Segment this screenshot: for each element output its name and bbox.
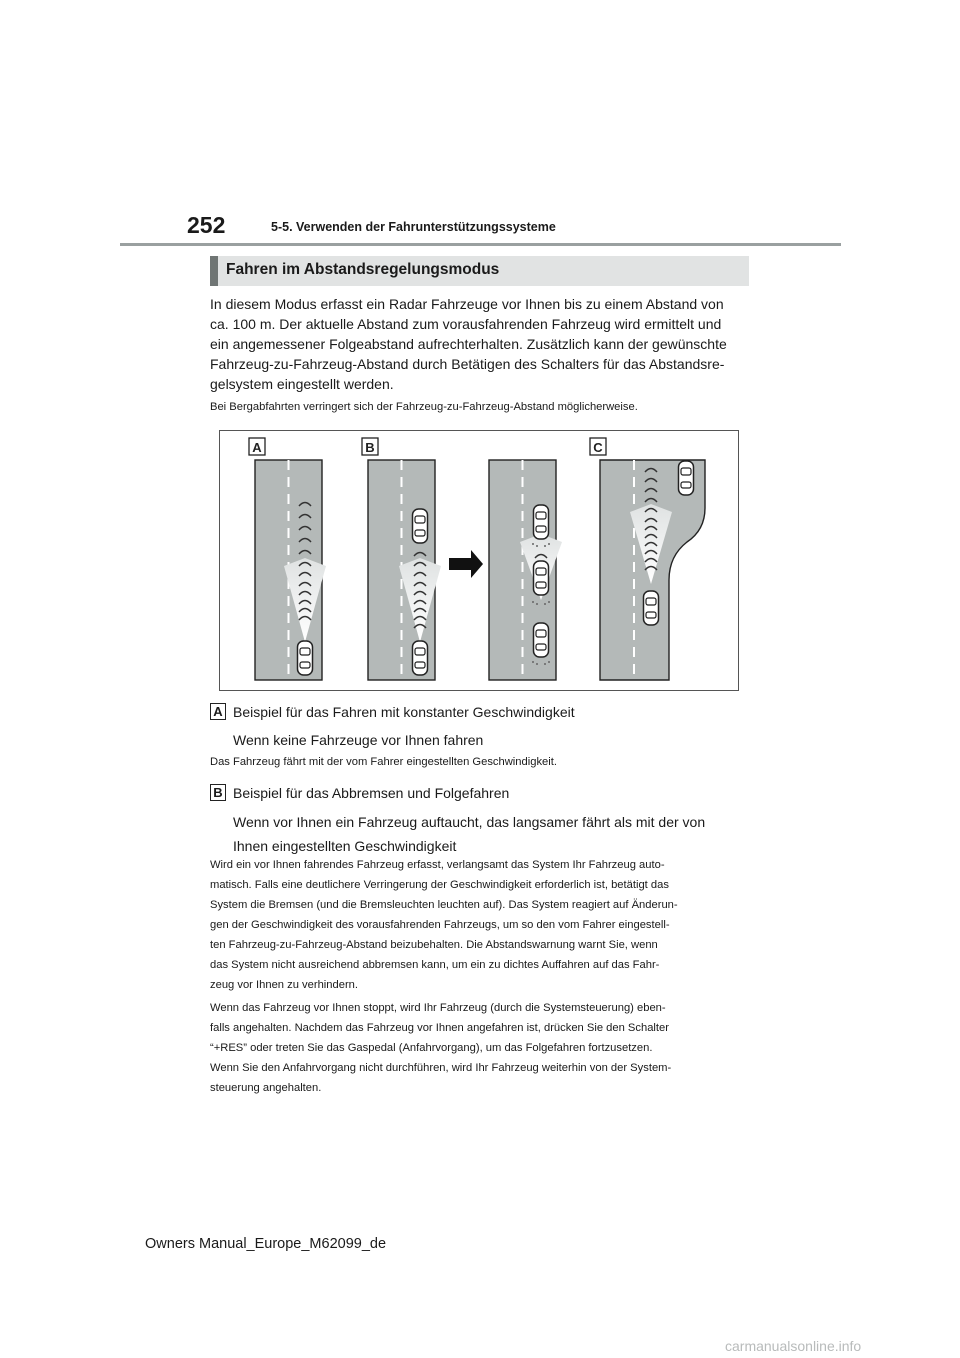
own-car-b2	[534, 561, 549, 595]
para2-line-4: Wenn Sie den Anfahrvorgang nicht durchführen, wird Ihr Fahrzeug weiterhin von der System-	[210, 1062, 672, 1074]
svg-text:C: C	[593, 440, 603, 455]
para2-line-1: Wenn das Fahrzeug vor Ihnen stoppt, wird Ihr Fahrzeug (durch die Systemsteuerung) eben-	[210, 1002, 666, 1014]
section-a-title: Beispiel für das Fahren mit konstanter Geschwindigkeit	[233, 704, 575, 720]
road-b-following	[489, 460, 562, 680]
header-rule	[120, 243, 841, 246]
para1-line-3: System die Bremsen (und die Bremsleuchten leuchten auf). Das System reagiert auf Änderun-	[210, 899, 678, 911]
lead-car-b2	[534, 505, 549, 539]
road-a	[255, 460, 326, 680]
adaptive-cruise-figure	[219, 430, 739, 691]
para1-line-1: Wird ein vor Ihnen fahrendes Fahrzeug erfasst, verlangsamt das System Ihr Fahrzeug auto-	[210, 859, 665, 871]
note-text: Bei Bergabfahrten verringert sich der Fahrzeug-zu-Fahrzeug-Abstand möglicherweise.	[210, 401, 638, 413]
intro-line-2: ca. 100 m. Der aktuelle Abstand zum vorausfahrenden Fahrzeug wird ermittelt und	[210, 316, 722, 332]
para1-line-5: ten Fahrzeug-zu-Fahrzeug-Abstand beizubehalten. Die Abstandswarnung warnt Sie, wenn	[210, 939, 658, 951]
section-header: 5-5. Verwenden der Fahrunterstützungssysteme	[271, 220, 556, 234]
lead-car-b	[413, 509, 428, 543]
section-b-tag: B	[210, 784, 226, 801]
intro-line-5: gelsystem eingestellt werden.	[210, 376, 394, 392]
intro-line-3: ein angemessener Folgeabstand aufrechterhalten. Zusätzlich kann der gewünschte	[210, 336, 727, 352]
watermark[interactable]: carmanualsonline.info	[725, 1338, 862, 1354]
page-number: 252	[187, 212, 226, 238]
para1-line-2: matisch. Falls eine deutlichere Verringerung der Geschwindigkeit erforderlich ist, betätigt das	[210, 879, 669, 891]
footer-text: Owners Manual_Europe_M62099_de	[145, 1236, 387, 1252]
following-car-b2	[534, 623, 549, 657]
section-a-subtitle: Wenn keine Fahrzeuge vor Ihnen fahren	[233, 732, 484, 748]
section-a-tag: A	[210, 703, 226, 720]
own-car-b	[413, 641, 428, 675]
section-b-subtitle-2: Ihnen eingestellten Geschwindigkeit	[233, 838, 457, 854]
figure-label-b	[362, 438, 378, 455]
exiting-car-c	[679, 461, 694, 495]
own-car-c	[644, 591, 659, 625]
para1-line-7: zeug vor Ihnen zu verhindern.	[210, 979, 359, 991]
figure-label-a	[249, 438, 265, 455]
own-car-a	[298, 641, 313, 675]
figure-label-c	[590, 438, 606, 455]
para2-line-5: steuerung angehalten.	[210, 1082, 322, 1094]
intro-line-4: Fahrzeug-zu-Fahrzeug-Abstand durch Betätigen des Schalters für das Abstandsre-	[210, 356, 725, 372]
para1-line-6: das System nicht ausreichend abbremsen kann, um ein zu dichtes Auffahren auf das Fahr-	[210, 959, 660, 971]
svg-text:A: A	[252, 440, 262, 455]
section-a-text: Das Fahrzeug fährt mit der vom Fahrer eingestellten Geschwindigkeit.	[210, 756, 557, 768]
intro-line-1: In diesem Modus erfasst ein Radar Fahrzeuge vor Ihnen bis zu einem Abstand von	[210, 296, 724, 312]
para1-line-4: gen der Geschwindigkeit des vorausfahrenden Fahrzeugs, um so den vom Fahrer eingestell-	[210, 919, 670, 931]
heading-box	[210, 256, 749, 286]
para2-line-2: falls angehalten. Nachdem das Fahrzeug vor Ihnen angefahren ist, drücken Sie den Schalter	[210, 1022, 669, 1034]
para2-line-3: “+RES” oder treten Sie das Gaspedal (Anfahrvorgang), um das Folgefahren fortzusetzen.	[210, 1042, 653, 1054]
road-b	[368, 460, 441, 680]
heading-accent-bar	[210, 256, 218, 286]
section-heading: Fahren im Abstandsregelungsmodus	[226, 261, 500, 278]
svg-text:B: B	[365, 440, 375, 455]
section-b-subtitle-1: Wenn vor Ihnen ein Fahrzeug auftaucht, das langsamer fährt als mit der von	[233, 814, 706, 830]
section-b-title: Beispiel für das Abbremsen und Folgefahren	[233, 785, 510, 801]
